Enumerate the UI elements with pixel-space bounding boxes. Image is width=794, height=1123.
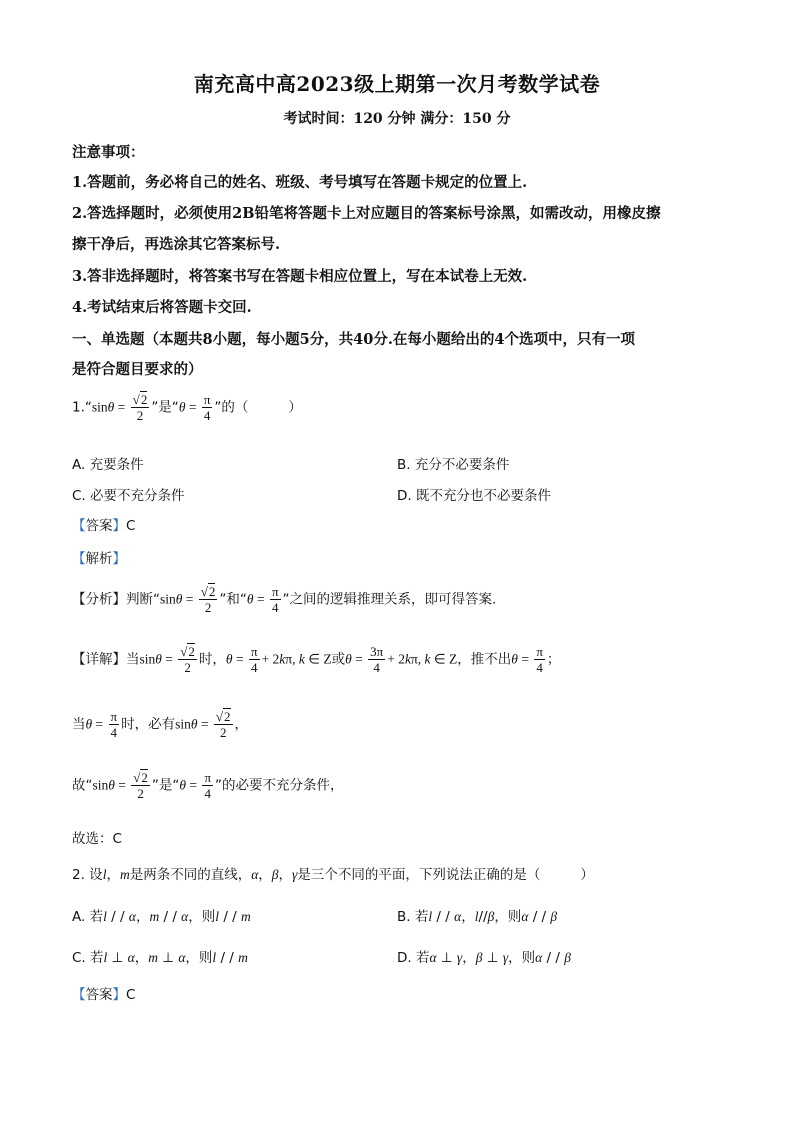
- q1-option-b: B. 充分不必要条件: [397, 457, 510, 473]
- q1-conclusion: 故选：C: [72, 831, 122, 847]
- notice-item-2: 2.答选择题时，必须使用2B铅笔将答题卡上对应题目的答案标号涂黑，如需改动，用橡皮擦: [72, 205, 661, 222]
- q1-jiexi: 【解析】: [72, 551, 126, 567]
- q1-number: 1.: [72, 399, 85, 416]
- q1-detail-line-2: 当θ = $\frac{\pi}{4}$ 时，必有sinθ = $\frac{√2}{2}$ ，: [72, 709, 249, 740]
- section1-heading: 一、单选题（本题共8小题，每小题5分，共40分.在每小题给出的4个选项中，只有一项: [72, 331, 635, 348]
- q1-detail-line-1: 【详解】当sinθ = $\frac{√2}{2}$ 时，θ = $\frac{\pi}{4}$ + 2kπ, k ∈ Z或θ = $\frac{3\pi}{4}$ + 2kπ, k ∈ Z，推不出θ = $\frac{\pi}{4}$ ；: [72, 644, 561, 675]
- q2-option-c: C. 若l ⊥ α，m ⊥ α，则l / / m: [72, 950, 248, 966]
- exam-info: 考试时间：120 分钟 满分：150 分: [283, 111, 511, 127]
- q1-stem: 1.“sinθ = $\frac{√2}{2}$ ”是“θ = $\frac{\pi}{4}$ ”的（ ）: [72, 392, 302, 423]
- q1-analysis: 【分析】判断“sinθ = $\frac{√2}{2}$ ”和“θ = $\frac{\pi}{4}$ ”之间的逻辑推理关系，即可得答案.: [72, 584, 497, 615]
- notice-item-2-cont: 擦干净后，再选涂其它答案标号.: [72, 236, 281, 253]
- q1-option-a: A. 充要条件: [72, 457, 144, 473]
- notice-item-3: 3.答非选择题时，将答案书写在答题卡相应位置上，写在本试卷上无效.: [72, 268, 528, 285]
- q1-detail-line-3: 故“sinθ = $\frac{√2}{2}$ ”是“θ = $\frac{\pi}{4}$ ”的必要不充分条件，: [72, 770, 344, 801]
- q2-option-d: D. 若α ⊥ γ，β ⊥ γ，则α / / β: [397, 950, 571, 966]
- notice-item-1: 1.答题前，务必将自己的姓名、班级、考号填写在答题卡规定的位置上.: [72, 174, 528, 191]
- notice-heading: 注意事项：: [72, 144, 145, 161]
- q2-answer: 【答案】C: [72, 987, 136, 1003]
- q1-option-c: C. 必要不充分条件: [72, 488, 185, 504]
- q2-option-a: A. 若l / / α，m / / α，则l / / m: [72, 909, 251, 925]
- q1-option-d: D. 既不充分也不必要条件: [397, 488, 551, 504]
- q2-stem: 2. 设l，m是两条不同的直线，α，β，γ是三个不同的平面，下列说法正确的是（ ）: [72, 867, 594, 883]
- section1-heading-cont: 是符合题目要求的）: [72, 361, 203, 378]
- page-title: 南充高中高2023级上期第一次月考数学试卷: [193, 72, 601, 96]
- q1-answer: 【答案】C: [72, 518, 136, 534]
- q2-option-b: B. 若l / / α，l//β，则α / / β: [397, 909, 558, 925]
- notice-item-4: 4.考试结束后将答题卡交回.: [72, 299, 252, 316]
